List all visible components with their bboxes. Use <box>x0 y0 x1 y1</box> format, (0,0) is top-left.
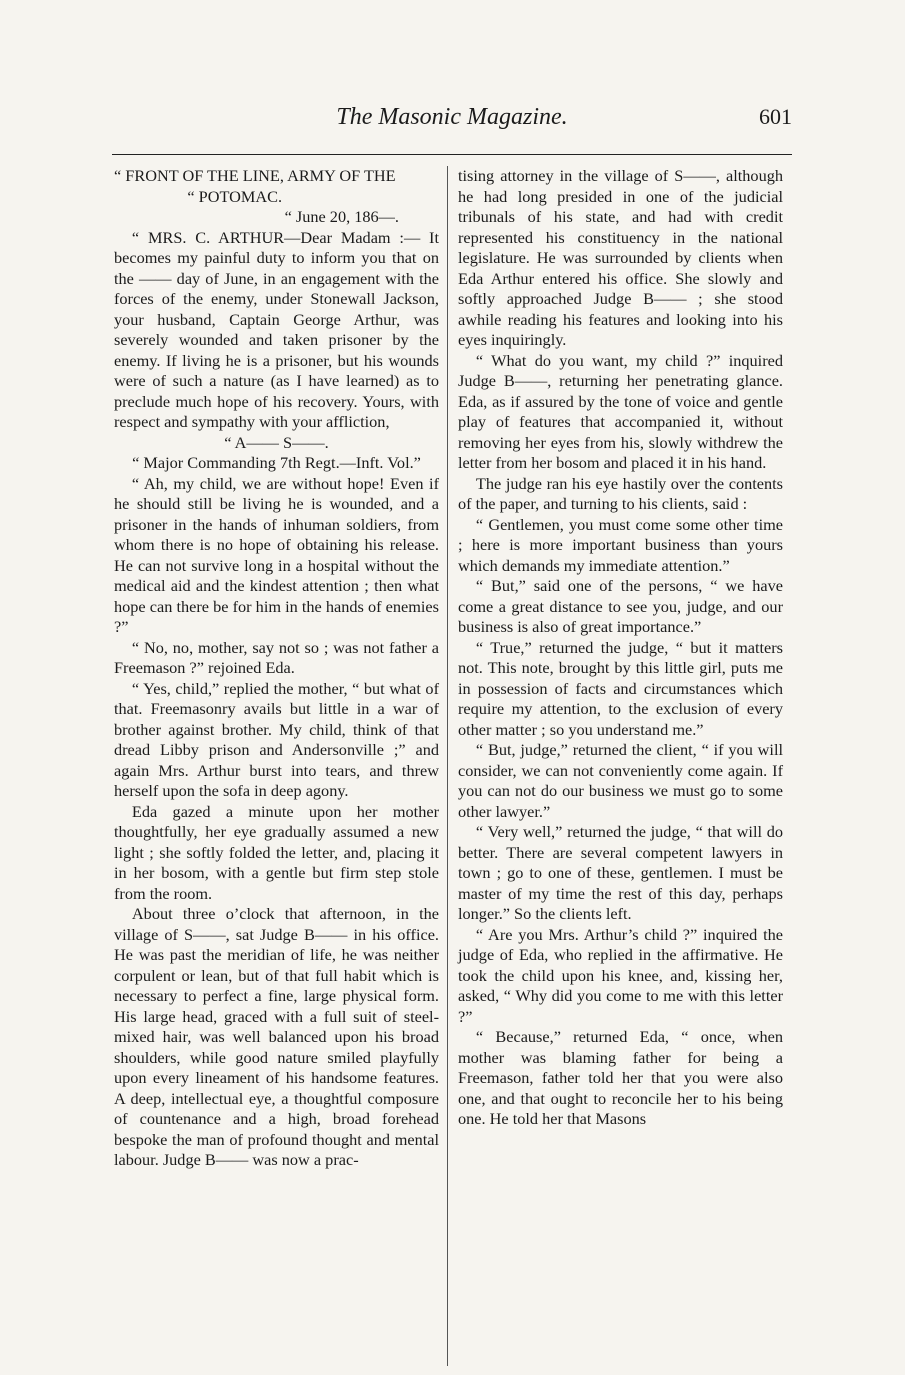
paragraph: “ Gentlemen, you must come some other time ; here is more important business than yours which demands my immediate attention.” <box>458 514 783 575</box>
paragraph: “ No, no, mother, say not so ; was not father a Freemason ?” rejoined Eda. <box>114 637 439 677</box>
letter-heading-line-1: “ FRONT OF THE LINE, ARMY OF THE <box>114 166 396 185</box>
letter-date: “ June 20, 186—. <box>284 207 399 226</box>
header-rule <box>112 154 792 155</box>
paragraph: “ But,” said one of the persons, “ we have come a great distance to see you, judge, and our business is also of great importance.” <box>458 576 783 636</box>
running-title: The Masonic Magazine. <box>336 104 568 130</box>
letter-body: “ MRS. C. ARTHUR—Dear Madam :— It becomes my painful duty to inform you that on the —— day of June, in an engagement with the forces of the enemy, under Stonewall Jackson, your husband, Captain George Arthur, was severely wounded and taken prisoner by the enemy. If living he is a prisoner, but his wounds were of such a nature (as I have learned) as to preclude much hope of his recovery. Yours, with respect and sympathy with your affliction, <box>114 227 439 431</box>
paragraph: “ What do you want, my child ?” inquired Judge B——, returning her penetrating glance. Eda, as if assured by the tone of voice and gentle play of features that accompanied it, without removing her eyes from his, slowly withdrew the letter from her bosom and placed it in his hand. <box>458 350 783 472</box>
column-divider <box>447 166 448 1366</box>
right-column <box>458 166 783 1130</box>
paragraph: About three o’clock that afternoon, in the village of S——, sat Judge B—— in his office. He was past the meridian of life, he was neither corpulent or lean, but of that full habit which is necessary to perfect a fine, large physical form. His large head, graced with a full suit of steel-mixed hair, was well balanced upon his broad shoulders, while good nature smiled playfully upon every lineament of his handsome features. A deep, intellectual eye, a thoughtful composure of countenance and a high, broad forehead bespoke the man of profound thought and mental labour. Judge B—— was now a prac- <box>114 904 439 1169</box>
paragraph: “ Are you Mrs. Arthur’s child ?” inquired the judge of Eda, who replied in the affirmative. He took the child upon his knee, and, kissing her, asked, “ Why did you come to me with this letter ?” <box>458 924 783 1026</box>
paragraph: “ True,” returned the judge, “ but it matters not. This note, brought by this little girl, puts me in possession of facts and circumstances which require my attention, to the exclusion of every other matter ; so you understand me.” <box>458 637 783 739</box>
letter-heading-line-2: “ POTOMAC. <box>187 186 283 206</box>
page-number: 601 <box>759 104 792 129</box>
paragraph: “ Yes, child,” replied the mother, “ but what of that. Freemasonry avails but little in a war of brother against brother. My child, think of that dread Libby prison and Andersonville ;” and again Mrs. Arthur burst into tears, and threw herself upon the sofa in deep agony. <box>114 678 439 800</box>
paragraph: “ Ah, my child, we are without hope! Even if he should still be living he is wounded, and a prisoner in the hands of inhuman soldiers, from whom there is no hope of obtaining his release. He can not survive long in a hospital without the medical aid and the kindest attention ; then what hope can there be for him in the hands of enemies ?” <box>114 473 439 636</box>
paragraph: “ But, judge,” returned the client, “ if you will consider, we can not conveniently come again. If you can not do our business we must go to some other lawyer.” <box>458 740 783 821</box>
paragraph: Eda gazed a minute upon her mother thoughtfully, her eye gradually assumed a new light ; she softly folded the letter, and, placing it in her bosom, with a gentle but firm step stole from the room. <box>114 801 439 903</box>
page-header <box>112 96 792 136</box>
paragraph: “ Very well,” returned the judge, “ that will do better. There are several competent lawyers in town ; go to one of these, gentlemen. I must be master of my time the rest of this day, perhaps longer.” So the clients left. <box>458 822 783 923</box>
letter-signature-title: “ Major Commanding 7th Regt.—Inft. Vol.” <box>132 453 421 472</box>
paragraph-continued: tising attorney in the village of S——, although he had long presided in one of the judicial tribunals of his state, and had with credit represented his constituency in the national legislature. He was surrounded by clients when Eda Arthur entered his office. She slowly and softly approached Judge B—— ; she stood awhile reading his features and looking into his eyes inquiringly. <box>458 166 783 349</box>
left-column <box>114 166 439 1171</box>
paragraph: The judge ran his eye hastily over the contents of the paper, and turning to his clients, said : <box>458 473 783 513</box>
paragraph: “ Because,” returned Eda, “ once, when mother was blaming father for being a Freemason, father told her that you were also one, and that ought to reconcile her to his being one. He told her that Masons <box>458 1027 783 1128</box>
letter-signature: “ A—— S——. <box>224 432 329 452</box>
